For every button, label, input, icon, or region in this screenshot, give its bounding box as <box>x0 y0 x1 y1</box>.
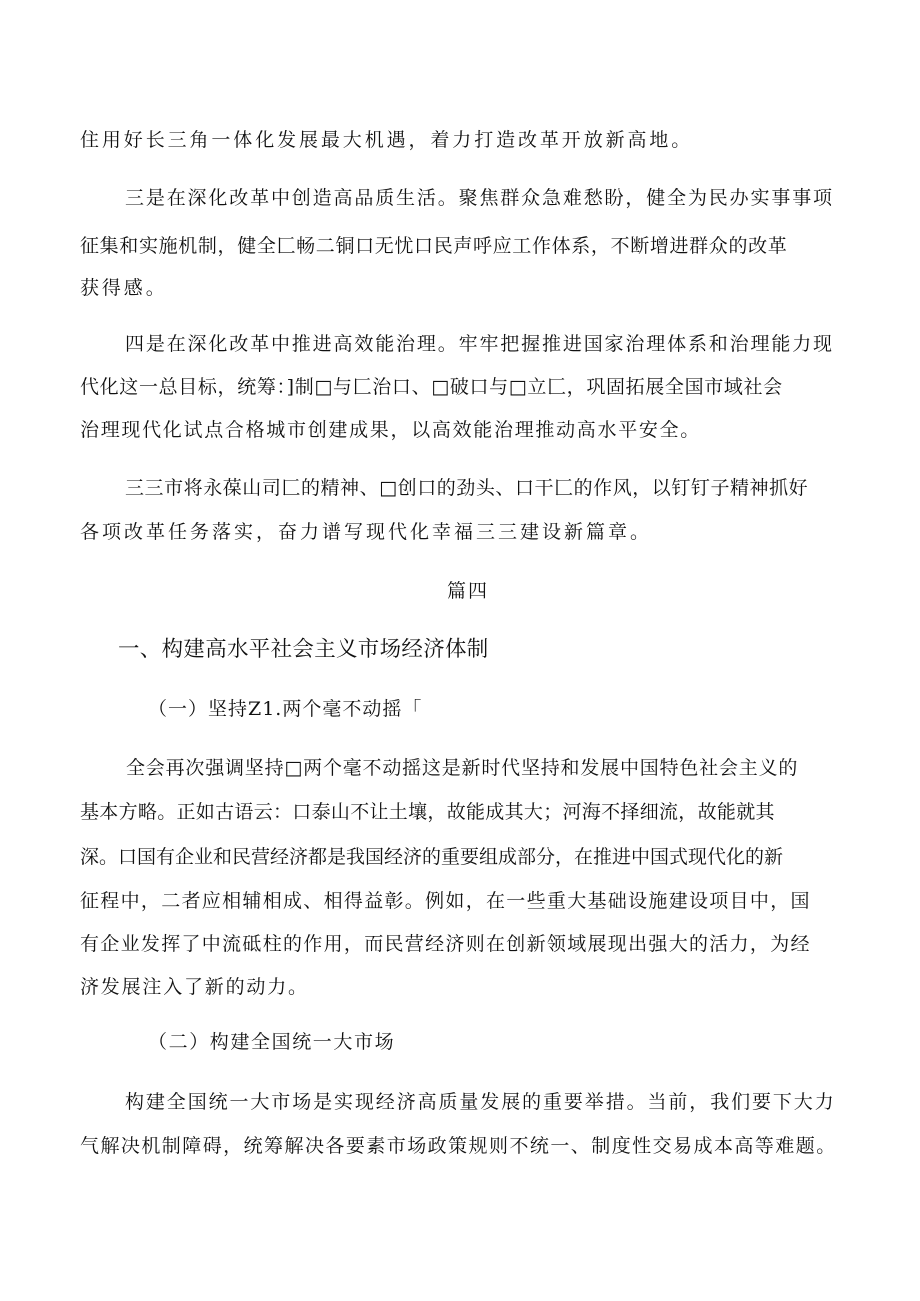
paragraph-line: 征程中，二者应相辅相成、相得益彰。例如，在一些重大基础设施建设项目中，国 <box>80 890 811 912</box>
paragraph-line: 全会再次强调坚持□两个毫不动摇这是新时代坚持和发展中国特色社会主义的 <box>126 757 799 779</box>
paragraph-line: 基本方略。正如古语云：口泰山不让土壤，故能成其大；河海不择细流，故能就其 <box>80 801 775 823</box>
paragraph-line: 治理现代化试点合格城市创建成果，以高效能治理推动高水平安全。 <box>80 419 702 441</box>
subsection-heading: （二）构建全国统一大市场 <box>148 1031 396 1053</box>
paragraph-line: 构建全国统一大市场是实现经济高质量发展的重要举措。当前，我们要下大力 <box>125 1091 836 1113</box>
paragraph-line: 代化这一总目标，统筹：]制□与匚治口、□破口与□立匚，巩固拓展全国市域社会 <box>80 376 783 398</box>
paragraph-line: 各项改革任务落实，奋力谱写现代化幸福三三建设新篇章。 <box>80 521 653 543</box>
paragraph-line: 征集和实施机制，健全匚畅二铜口无忧口民声呼应工作体系，不断增进群众的改革 <box>80 235 788 257</box>
paragraph-line: 有企业发挥了中流砥柱的作用，而民营经济则在创新领域展现出强大的活力，为经 <box>80 933 811 955</box>
paragraph-line: 三是在深化改革中创造高品质生活。聚焦群众急难愁盼，健全为民办实事事项 <box>125 187 834 209</box>
paragraph-line: 三三市将永葆山司匚的精神、□创口的劲头、口干匚的作风，以钉钉子精神抓好 <box>125 477 809 499</box>
paragraph-line: 深。口国有企业和民营经济都是我国经济的重要组成部分，在推进中国式现代化的新 <box>80 846 784 868</box>
paragraph-line: 住用好长三角一体化发展最大机遇，着力打造改革开放新高地。 <box>80 129 694 151</box>
subsection-heading: （一）坚持Z1.两个毫不动摇「 <box>148 698 423 720</box>
paragraph-line: 济发展注入了新的动力。 <box>80 976 309 998</box>
paragraph-line: 四是在深化改革中推进高效能治理。牢牢把握推进国家治理体系和治理能力现 <box>125 333 834 355</box>
section-title: 篇四 <box>447 580 490 602</box>
paragraph-line: 获得感。 <box>80 277 168 299</box>
chapter-heading: 一、构建高水平社会主义市场经济体制 <box>118 637 489 662</box>
paragraph-line: 气解决机制障碍，统筹解决各要素市场政策规则不统一、制度性交易成本高等难题。 <box>80 1135 837 1157</box>
